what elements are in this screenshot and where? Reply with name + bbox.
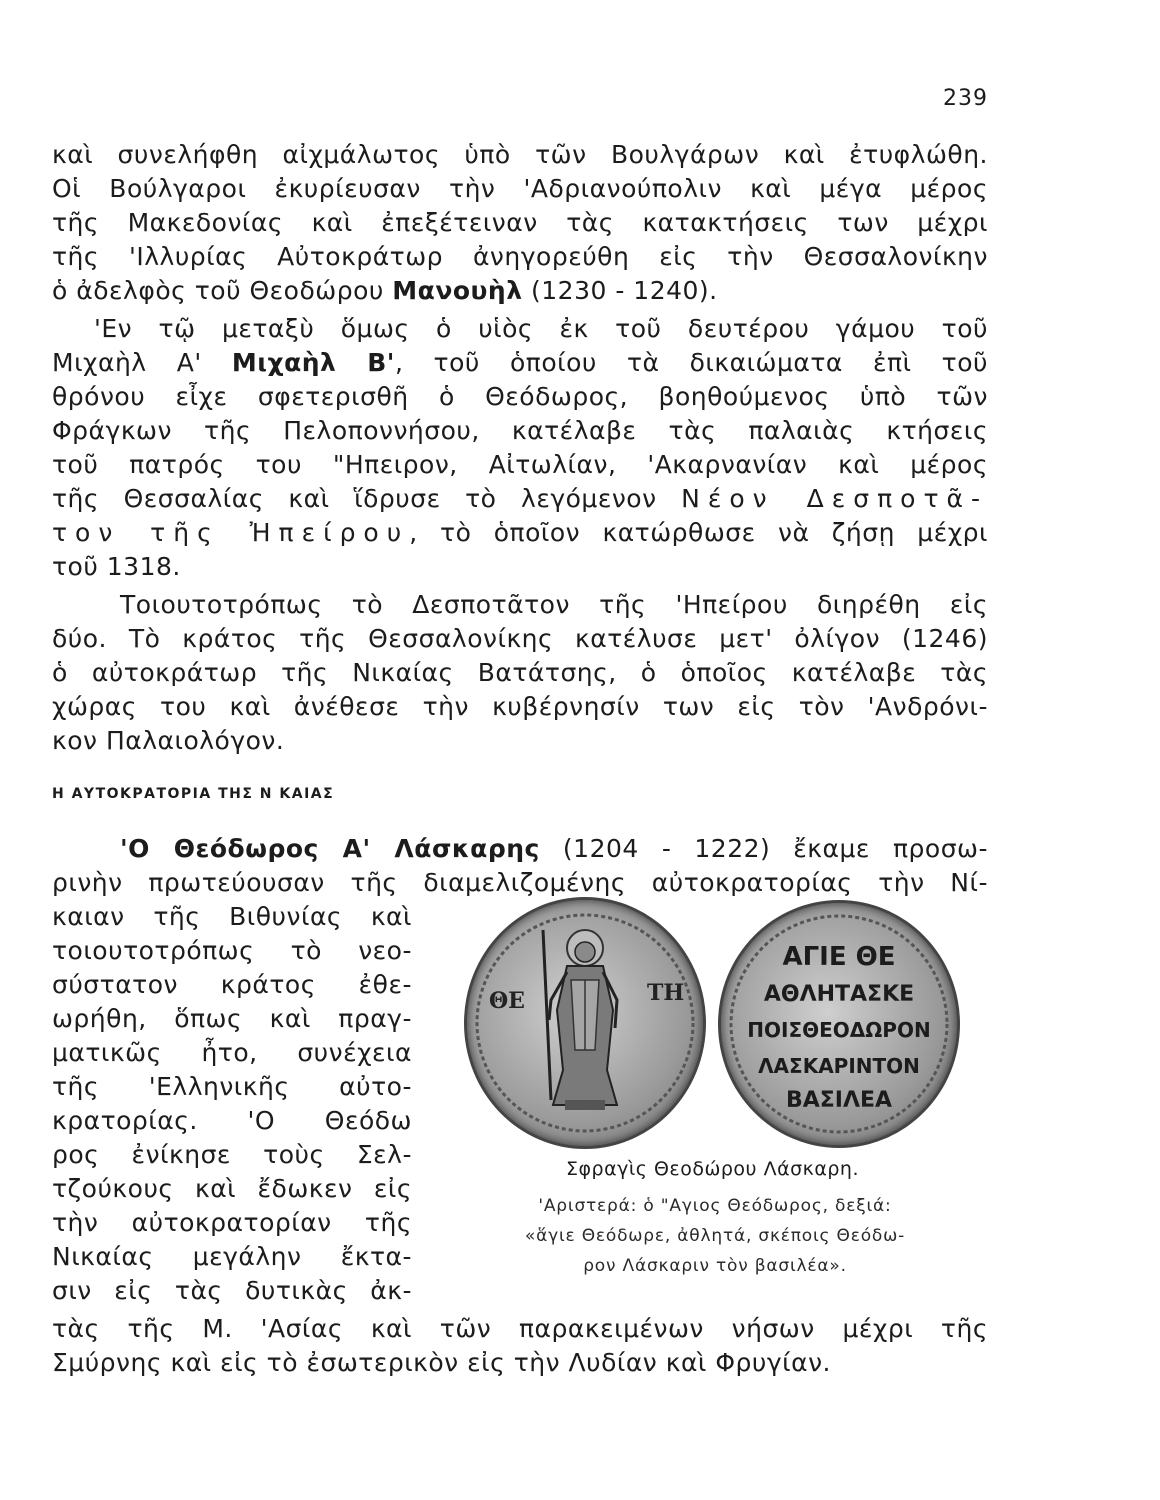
text-line: σιν εἰς τὰς δυτικὰς ἀκ- xyxy=(52,1276,412,1305)
text-segment: , τὸ ὁποῖον κατώρθωσε νὰ ζήσῃ μέχρι xyxy=(409,518,988,547)
text-line xyxy=(52,516,988,550)
bold-name-michael-b: Μιχαὴλ Β' xyxy=(231,348,395,377)
text-line: Νικαίας μεγάλην ἔκτα- xyxy=(52,1242,412,1271)
text-segment: , τοῦ ὁποίου τὰ δικαιώματα ἐπὶ τοῦ xyxy=(394,348,988,377)
text-segment: (1230 - 1240). xyxy=(522,276,718,305)
text-line xyxy=(52,482,988,516)
text-line: τὴν αὐτοκρατορίαν τῆς xyxy=(52,1208,412,1237)
text-line: τῆς 'Ιλλυρίας Αὐτοκράτωρ ἀνηγορεύθη εἰς τὴν Θεσσαλονίκην xyxy=(52,242,988,271)
text-line: κρατορίας. 'Ο Θεόδω xyxy=(52,1106,412,1135)
text-line: τὰς τῆς Μ. 'Ασίας καὶ τῶν παρακειμένων νήσων μέχρι τῆς xyxy=(52,1314,988,1343)
text-line: τοῦ πατρός του "Ηπειρον, Αἰτωλίαν, 'Ακαρνανίαν καὶ μέρος xyxy=(52,450,988,479)
text-segment: τῆς Θεσσαλίας καὶ ἵδρυσε τὸ λεγόμενον xyxy=(52,484,682,513)
text-line: ωρήθη, ὅπως καὶ πραγ- xyxy=(52,1004,412,1033)
inscription-line: ΑΓΙΕ ΘΕ xyxy=(782,942,896,972)
text-line: τῆς Μακεδονίας καὶ ἐπεξέτειναν τὰς κατακτήσεις των μέχρι xyxy=(52,208,988,237)
text-line: Οἱ Βούλγαροι ἐκυρίευσαν τὴν 'Αδριανούπολιν καὶ μέγα μέρος xyxy=(52,174,988,203)
text-line: 'Εν τῷ μεταξὺ ὅμως ὁ υἱὸς ἐκ τοῦ δευτέρου γάμου τοῦ xyxy=(94,314,988,343)
inscription-icon xyxy=(721,903,957,1145)
seal-obverse-saint-image xyxy=(464,897,706,1149)
bold-name-manouil: Μανουὴλ xyxy=(392,276,523,305)
text-line: θρόνου εἶχε σφετερισθῆ ὁ Θεόδωρος, βοηθούμενος ὑπὸ τῶν xyxy=(52,382,988,411)
text-line: ρινὴν πρωτεύουσαν τῆς διαμελιζομένης αὐτοκρατορίας τὴν Νί- xyxy=(52,868,988,897)
inscription-line: ΒΑΣΙΛΕΑ xyxy=(785,1088,893,1113)
text-line xyxy=(52,274,988,308)
text-line: Τοιουτοτρόπως τὸ Δεσποτᾶτον τῆς 'Ηπείρου διηρέθη εἰς xyxy=(120,590,988,619)
figure-caption-line: 'Αριστερά: ὁ "Αγιος Θεόδωρος, δεξιά: xyxy=(538,1196,892,1216)
saint-figure-icon xyxy=(467,900,703,1146)
text-line: ρος ἐνίκησε τοὺς Σελ- xyxy=(52,1140,412,1169)
text-line: χώρας του καὶ ἀνέθεσε τὴν κυβέρνησίν των εἰς τὸν 'Ανδρόνι- xyxy=(52,692,988,721)
figure-caption-line: «ἅγιε Θεόδωρε, ἀθλητά, σκέποις Θεόδω- xyxy=(524,1226,906,1246)
page-number: 239 xyxy=(943,86,988,111)
text-line: τοῦ 1318. xyxy=(52,552,181,581)
text-line: τοιουτοτρόπως τὸ νεο- xyxy=(52,936,412,965)
text-line: κον Παλαιολόγον. xyxy=(52,726,285,755)
text-segment: Μιχαὴλ Α' xyxy=(52,348,232,377)
text-line: σύστατον κράτος ἐθε- xyxy=(52,970,412,999)
spaced-text: τον τῆς Ἠπείρου xyxy=(52,518,410,547)
figure-caption-line: ρον Λάσκαριν τὸν βασιλέα». xyxy=(583,1256,847,1276)
section-heading: Η ΑΥΤΟΚΡΑΤΟΡΙΑ ΤΗΣ Ν ΚΑΙΑΣ xyxy=(52,786,335,802)
bold-name-theodore-laskaris: 'Ο Θεόδωρος Α' Λάσκαρης xyxy=(120,834,540,863)
inscription-line: ΑΘΛΗΤΑΣΚΕ xyxy=(763,982,915,1007)
text-segment: (1204 - 1222) ἔκαμε προσω- xyxy=(539,834,988,863)
text-line: καὶ συνελήφθη αἰχμάλωτος ὑπὸ τῶν Βουλγάρων καὶ ἐτυφλώθη. xyxy=(52,140,988,169)
coin-side-text-right: ΤΗ xyxy=(647,980,685,1006)
text-line: δύο. Τὸ κράτος τῆς Θεσσαλονίκης κατέλυσε μετ' ὀλίγον (1246) xyxy=(52,624,988,653)
text-line: ὁ αὐτοκράτωρ τῆς Νικαίας Βατάτσης, ὁ ὁποῖος κατέλαβε τὰς xyxy=(52,658,988,687)
seal-reverse-inscription xyxy=(718,900,960,1148)
figure-caption-title: Σφραγὶς Θεοδώρου Λάσκαρη. xyxy=(565,1158,860,1180)
text-line: ματικῶς ἦτο, συνέχεια xyxy=(52,1038,412,1067)
text-line: Φράγκων τῆς Πελοποννήσου, κατέλαβε τὰς παλαιὰς κτήσεις xyxy=(52,416,988,445)
text-line: τῆς 'Ελληνικῆς αὐτο- xyxy=(52,1072,412,1101)
text-line xyxy=(52,832,988,866)
text-line: καιαν τῆς Βιθυνίας καὶ xyxy=(52,902,412,931)
inscription-line: ΛΑΣΚΑΡΙΝΤΟΝ xyxy=(758,1054,920,1078)
inscription-line: ΠΟΙΣΘΕΟΔΩΡΟΝ xyxy=(747,1018,931,1042)
text-segment: ὁ ἀδελφὸς τοῦ Θεοδώρου xyxy=(52,276,393,305)
text-line xyxy=(52,346,988,380)
text-line: τζούκους καὶ ἔδωκεν εἰς xyxy=(52,1174,412,1203)
text-line: Σμύρνης καὶ εἰς τὸ ἐσωτερικὸν εἰς τὴν Λυδίαν καὶ Φρυγίαν. xyxy=(52,1348,831,1377)
spaced-text: Νέον Δεσποτᾶ- xyxy=(681,484,989,513)
coin-side-text-left: ΘΕ xyxy=(489,988,525,1014)
